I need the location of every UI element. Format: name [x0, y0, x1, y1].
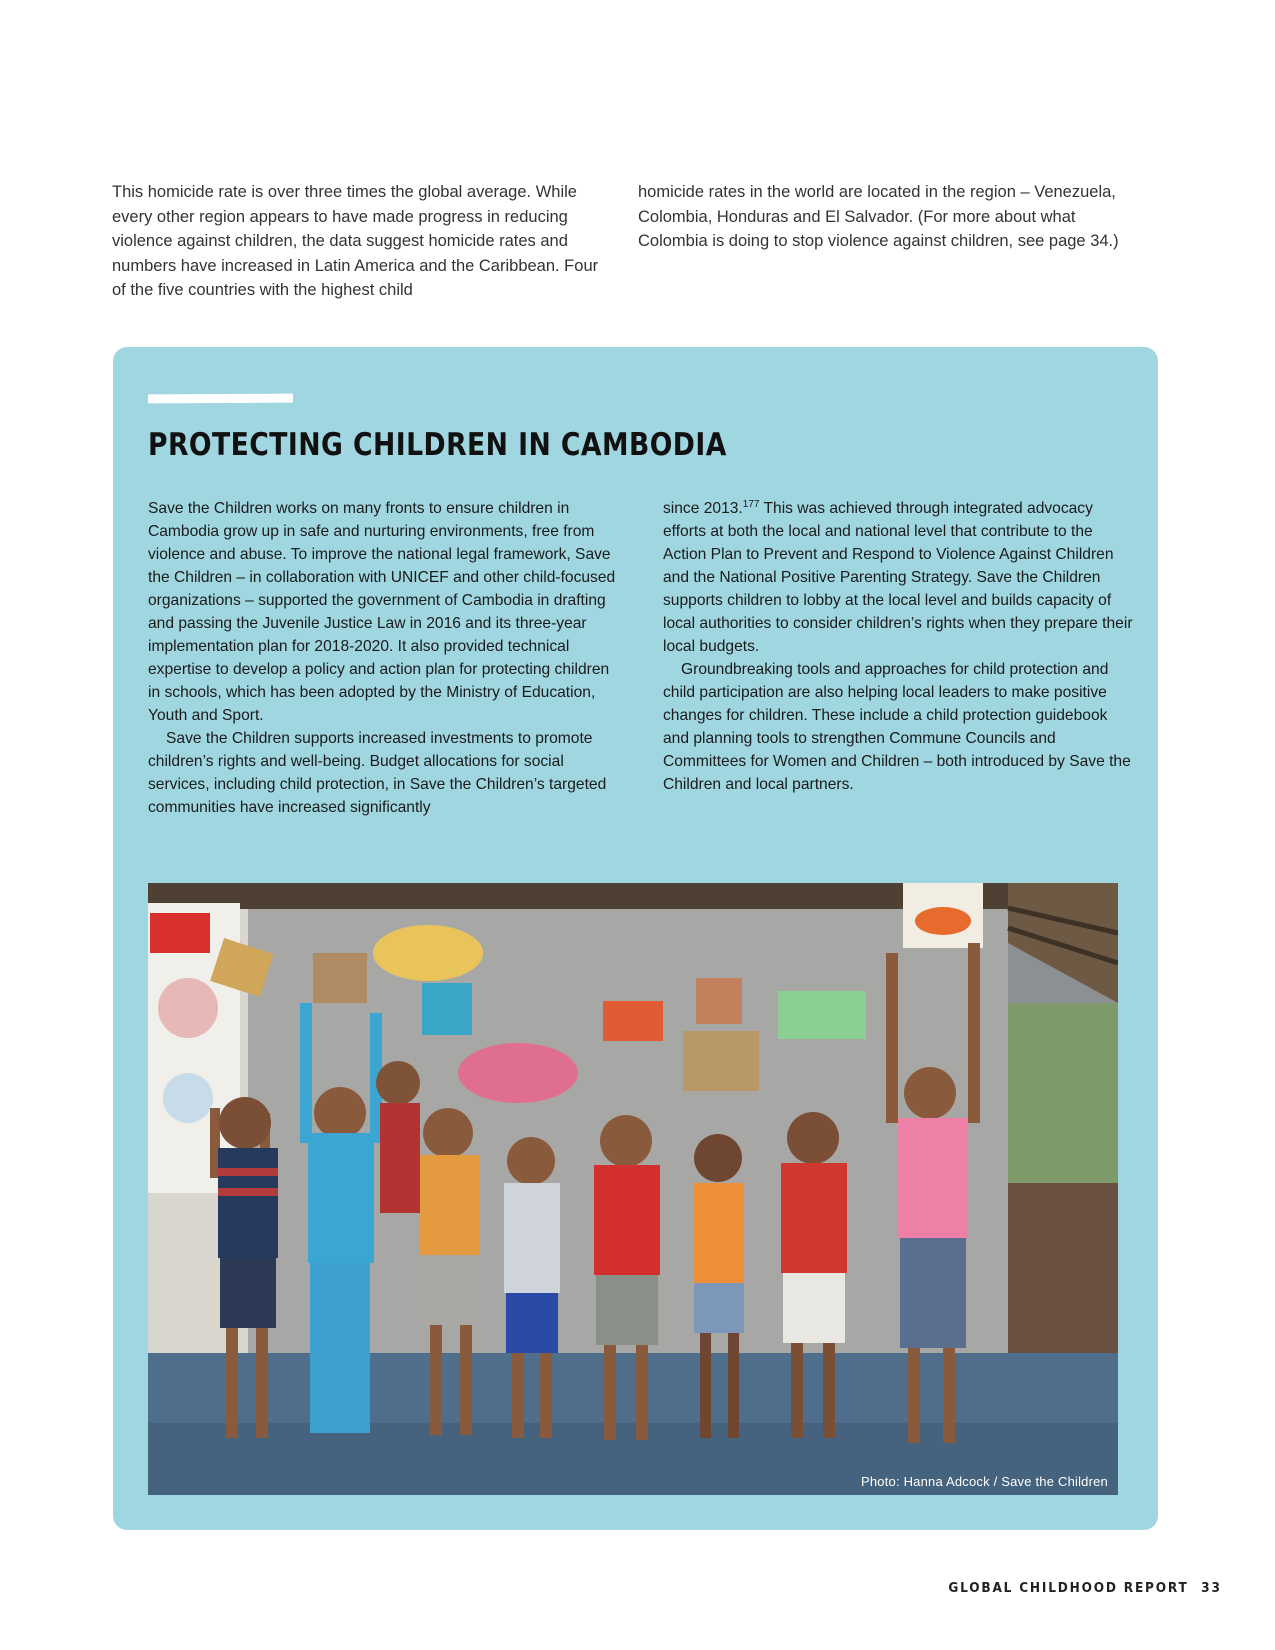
title-accent-bar — [148, 394, 293, 404]
feature-column-right — [663, 497, 1133, 819]
feature-column-left — [148, 497, 618, 819]
feature-paragraph: Groundbreaking tools and approaches for child protection and child participation are also helping local leaders to make positive changes for children. These include a child protection guidebook and planning tools to strengthen Commune Councils and Committees for Women and Children – both introduced by Save the Children and local partners. — [663, 661, 1131, 793]
intro-paragraph-left: This homicide rate is over three times the global average. While every other region appears to have made progress in reducing violence against children, the data suggest homicide rates and numbers have increased in Latin America and the Caribbean. Four of the five countries with the highest child — [112, 183, 599, 300]
feature-paragraph: Save the Children works on many fronts to ensure children in Cambodia grow up in safe and nurturing environments, free from violence and abuse. To improve the national legal framework, Save the Children – in collaboration with UNICEF and other child-focused organizations – supported the government of Cambodia in drafting and passing the Juvenile Justice Law in 2016 and its three-year implementation plan for 2018-2020. It also provided technical expertise to develop a policy and action plan for protecting children in schools, which has been adopted by the Ministry of Education, Youth and Sport. — [148, 500, 616, 724]
paragraph-rest: This was achieved through integrated advocacy efforts at both the local and national level that contribute to the Action Plan to Prevent and Respond to Violence Against Children and the National Positive Parenting Strategy. Save the Children supports children to lobby at the local level and builds capacity of local authorities to consider children’s rights when they prepare their local budgets. — [663, 500, 1133, 655]
feature-body — [148, 497, 1133, 819]
intro-column-left — [112, 180, 606, 303]
intro-paragraph-right: homicide rates in the world are located in the region – Venezuela, Colombia, Honduras and El Salvador. (For more about what Colombia is doing to stop violence against children, see page 34.) — [638, 183, 1119, 251]
children-photo — [148, 883, 1118, 1495]
page-footer — [949, 1580, 1222, 1596]
photo-credit: Photo: Hanna Adcock / Save the Children — [860, 1474, 1108, 1489]
intro-column-right — [638, 180, 1132, 303]
feature-paragraph: Save the Children supports increased investments to promote children’s rights and well-being. Budget allocations for social services, including child protection, in Save the Children’s targeted communities have increased significantly — [148, 730, 607, 816]
feature-title: PROTECTING CHILDREN IN CAMBODIA — [148, 427, 727, 463]
page-number: 33 — [1201, 1580, 1222, 1596]
report-title: GLOBAL CHILDHOOD REPORT — [948, 1580, 1189, 1596]
feature-paragraph — [663, 497, 1133, 658]
footnote-reference: 177 — [742, 498, 760, 510]
intro-text — [112, 180, 1132, 303]
children-photo-illustration — [148, 883, 1118, 1495]
paragraph-start: since 2013. — [663, 500, 743, 517]
cambodia-feature-box — [113, 347, 1158, 1530]
